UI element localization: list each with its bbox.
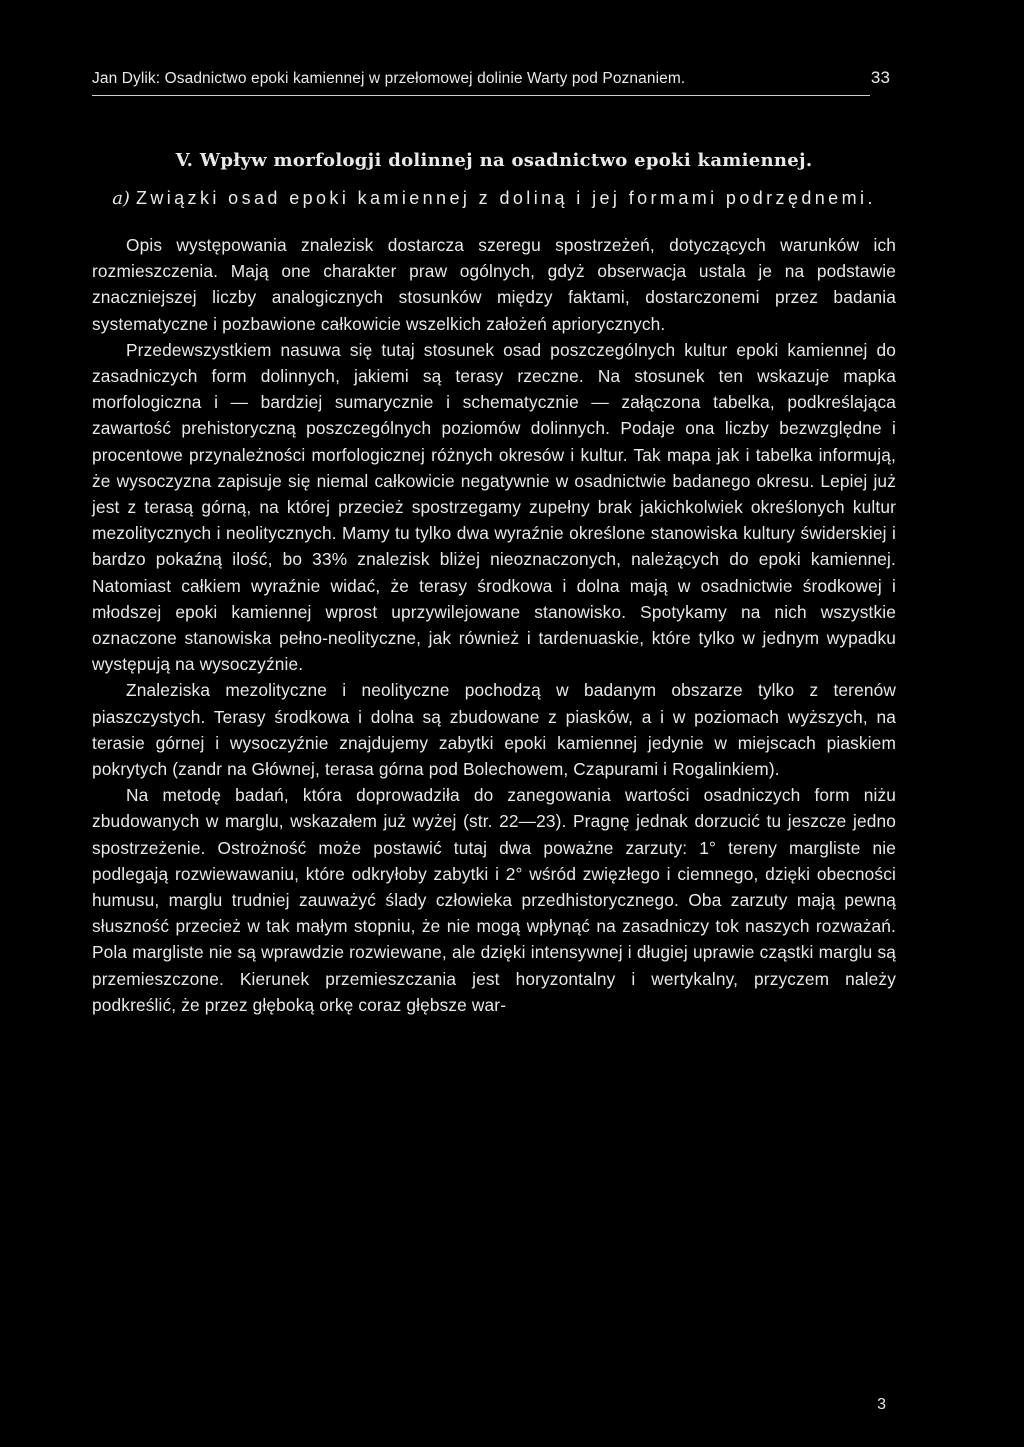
- section-title: V. Wpływ morfologji dolinnej na osadnictwo epoki kamiennej.: [175, 150, 813, 171]
- subsection-title: Związki osad epoki kamiennej z doliną i jej formami podrzędnemi.: [135, 188, 876, 208]
- paragraph: Opis występowania znalezisk dostarcza szeregu spostrzeżeń, dotyczących warunków ich rozmieszczenia. Mają one charakter praw ogólnych, gdyż obserwacja ustala je na podstawie znaczniejszej liczby analogicznych stosunków między faktami, dostarczonemi przez badania systematyczne i pozbawione całkowicie wszelkich założeń apriorycznych.: [92, 235, 896, 334]
- header-rule: [92, 95, 870, 96]
- body-text: [92, 232, 896, 1018]
- running-header: [92, 68, 896, 89]
- page-content: [92, 68, 896, 1413]
- subsection-letter: a): [112, 188, 130, 209]
- page-number: 33: [870, 68, 890, 87]
- subsection-heading: [92, 186, 896, 211]
- paragraph: Znaleziska mezolityczne i neolityczne pochodzą w badanym obszarze tylko z terenów piaszczystych. Terasy środkowa i dolna są zbudowane z piasków, a i w poziomach wyższych, na terasie górnej i wysoczyźnie znajdujemy zabytki epoki kamiennej jedynie w miejscach piaskiem pokrytych (zandr na Głównej, terasa górna pod Bolechowem, Czapurami i Rogalinkiem).: [92, 680, 896, 780]
- signature-mark: 3: [877, 1396, 886, 1413]
- running-title: Jan Dylik: Osadnictwo epoki kamiennej w przełomowej dolinie Warty pod Poznaniem.: [92, 70, 686, 87]
- paragraph: Przedewszystkiem nasuwa się tutaj stosunek osad poszczególnych kultur epoki kamiennej do zasadniczych form dolinnych, jakiemi są terasy rzeczne. Na stosunek ten wskazuje mapka morfologiczna i — bardziej sumarycznie i schematycznie — załączona tabelka, podkreślająca zawartość prehistoryczną poszczególnych poziomów dolinnych. Podaje ona liczby bezwzględne i procentowe przynależności morfologicznej różnych okresów i kultur. Tak mapa jak i tabelka informują, że wysoczyzna zapisuje się niemal całkowicie negatywnie w osadnictwie badanego okresu. Lepiej już jest z terasą górną, na której przecież spostrzegamy zupełny brak jakichkolwiek określonych kultur mezolitycznych i neolitycznych. Mamy tu tylko dwa wyraźnie określone stanowiska kultury świderskiej i bardzo pokaźną ilość, bo 33% znalezisk bliżej nieoznaczonych, należących do epoki kamiennej. Natomiast całkiem wyraźnie widać, że terasy środkowa i dolna mają w osadnictwie środkowej i młodszej epoki kamiennej wprost uprzywilejowane stanowisko. Spotykamy na nich wszystkie oznaczone stanowiska pełno-neolityczne, jak również i tardenuaskie, które tylko w jednym wypadku występują na wysoczyźnie.: [92, 339, 896, 675]
- paragraph: Na metodę badań, która doprowadziła do zanegowania wartości osadniczych form niżu zbudowanych w marglu, wskazałem już wyżej (str. 22—23). Pragnę jednak dorzucić tu jeszcze jedno spostrzeżenie. Ostrożność może postawić tutaj dwa poważne zarzuty: 1° tereny margliste nie podlegają rozwiewawaniu, które odkryłoby zabytki i 2° wśród zwięzłego i ciemnego, dzięki obecności humusu, marglu trudniej zauważyć ślady człowieka przedhistorycznego. Oba zarzuty mają pewną słuszność przecież w tak małym stopniu, że nie mogą wpłynąć na zasadniczy tok naszych rozważań. Pola margliste nie są wprawdzie rozwiewane, ale dzięki intensywnej i długiej uprawie cząstki marglu są przemieszczone. Kierunek przemieszczania jest horyzontalny i wertykalny, przyczem należy podkreślić, że przez głęboką orkę coraz głębsze war-: [92, 785, 896, 1015]
